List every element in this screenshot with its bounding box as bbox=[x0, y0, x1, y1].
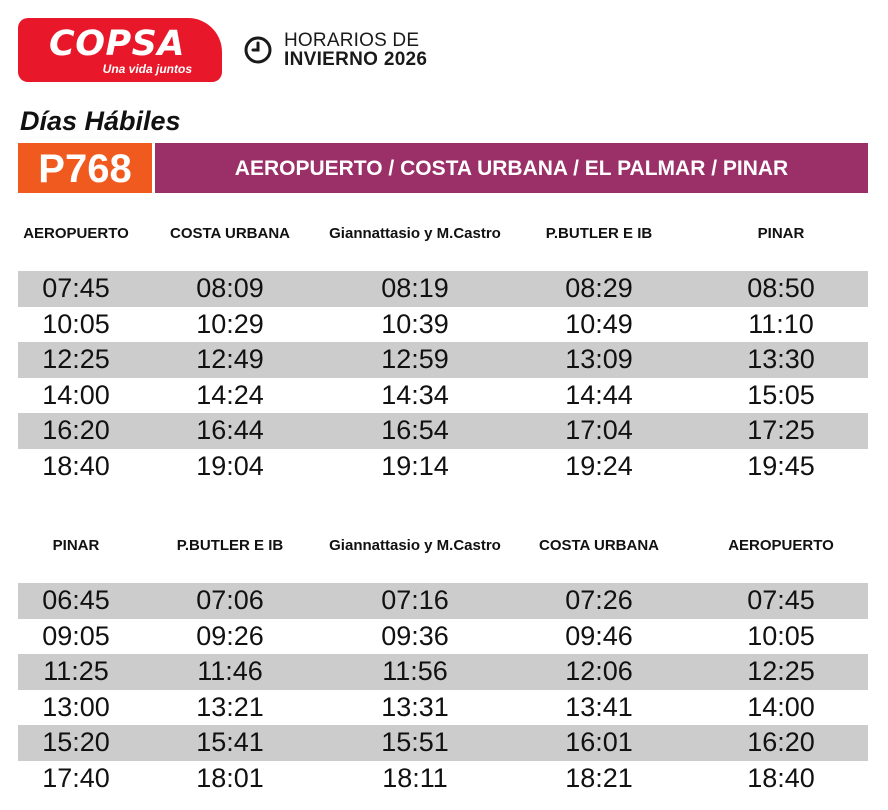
table-row bbox=[18, 378, 868, 414]
day-type-title: Días Hábiles bbox=[20, 106, 181, 136]
time-cell: 16:01 bbox=[565, 727, 633, 758]
time-cell: 10:39 bbox=[381, 308, 449, 339]
table-row bbox=[18, 342, 868, 378]
time-cell: 17:04 bbox=[565, 415, 633, 446]
time-cell: 07:16 bbox=[381, 585, 449, 616]
column-header: AEROPUERTO bbox=[728, 536, 834, 554]
time-cell: 08:19 bbox=[381, 273, 449, 304]
time-cell: 10:05 bbox=[42, 308, 110, 339]
copsa-logo bbox=[18, 18, 222, 82]
brand-tagline: Una vida juntos bbox=[102, 62, 192, 76]
time-cell: 11:25 bbox=[43, 656, 109, 687]
table-row bbox=[18, 271, 868, 307]
time-cell: 12:25 bbox=[747, 656, 815, 687]
time-cell: 09:46 bbox=[565, 620, 633, 651]
time-cell: 15:41 bbox=[196, 727, 264, 758]
time-cell: 18:11 bbox=[382, 762, 448, 793]
time-cell: 08:50 bbox=[747, 273, 815, 304]
time-cell: 08:29 bbox=[565, 273, 633, 304]
column-header: Giannattasio y M.Castro bbox=[329, 536, 501, 554]
time-cell: 10:49 bbox=[565, 308, 633, 339]
time-cell: 14:24 bbox=[196, 379, 264, 410]
time-cell: 14:34 bbox=[381, 379, 449, 410]
time-cell: 18:21 bbox=[565, 762, 633, 793]
time-cell: 16:54 bbox=[381, 415, 449, 446]
time-cell: 07:45 bbox=[42, 273, 110, 304]
column-header: COSTA URBANA bbox=[170, 224, 290, 242]
table-row bbox=[18, 583, 868, 619]
time-cell: 13:31 bbox=[381, 691, 449, 722]
route-name: AEROPUERTO / COSTA URBANA / EL PALMAR / PINAR bbox=[152, 143, 868, 193]
time-cell: 19:45 bbox=[747, 450, 815, 481]
route-bar bbox=[18, 143, 868, 193]
time-cell: 11:56 bbox=[382, 656, 448, 687]
time-cell: 15:51 bbox=[381, 727, 449, 758]
time-cell: 19:24 bbox=[565, 450, 633, 481]
time-cell: 08:09 bbox=[196, 273, 264, 304]
time-cell: 13:21 bbox=[196, 691, 264, 722]
time-cell: 15:05 bbox=[747, 379, 815, 410]
table-header bbox=[18, 534, 868, 556]
table-header bbox=[18, 222, 868, 244]
season-line-1: HORARIOS DE bbox=[284, 30, 420, 51]
season-line-2: INVIERNO 2026 bbox=[284, 49, 428, 70]
column-header: P.BUTLER E IB bbox=[545, 224, 653, 242]
time-cell: 07:45 bbox=[747, 585, 815, 616]
time-cell: 15:20 bbox=[42, 727, 110, 758]
table-row bbox=[18, 725, 868, 761]
time-cell: 16:20 bbox=[747, 727, 815, 758]
column-header: PINAR bbox=[757, 224, 805, 242]
table-row bbox=[18, 449, 868, 485]
route-code: P768 bbox=[18, 143, 152, 193]
clock-icon bbox=[244, 36, 272, 64]
time-cell: 18:40 bbox=[42, 450, 110, 481]
time-cell: 11:46 bbox=[197, 656, 263, 687]
table-row bbox=[18, 761, 868, 797]
time-cell: 13:00 bbox=[42, 691, 110, 722]
table-row bbox=[18, 654, 868, 690]
outbound-timetable bbox=[18, 222, 868, 484]
time-cell: 12:06 bbox=[565, 656, 633, 687]
column-header: Giannattasio y M.Castro bbox=[329, 224, 501, 242]
time-cell: 19:14 bbox=[381, 450, 449, 481]
time-cell: 14:00 bbox=[747, 691, 815, 722]
time-cell: 13:09 bbox=[565, 344, 633, 375]
time-cell: 14:44 bbox=[565, 379, 633, 410]
time-cell: 09:05 bbox=[42, 620, 110, 651]
time-cell: 06:45 bbox=[42, 585, 110, 616]
time-cell: 18:40 bbox=[747, 762, 815, 793]
time-cell: 09:36 bbox=[381, 620, 449, 651]
time-cell: 16:44 bbox=[196, 415, 264, 446]
column-header: P.BUTLER E IB bbox=[176, 536, 284, 554]
time-cell: 12:49 bbox=[196, 344, 264, 375]
time-cell: 09:26 bbox=[196, 620, 264, 651]
time-cell: 12:59 bbox=[381, 344, 449, 375]
table-row bbox=[18, 690, 868, 726]
time-cell: 17:40 bbox=[42, 762, 110, 793]
time-cell: 19:04 bbox=[196, 450, 264, 481]
time-cell: 13:41 bbox=[565, 691, 633, 722]
inbound-timetable bbox=[18, 534, 868, 796]
column-header: AEROPUERTO bbox=[23, 224, 129, 242]
time-cell: 11:10 bbox=[748, 308, 814, 339]
time-cell: 10:05 bbox=[747, 620, 815, 651]
column-header: PINAR bbox=[52, 536, 100, 554]
time-cell: 10:29 bbox=[196, 308, 264, 339]
time-cell: 07:26 bbox=[565, 585, 633, 616]
table-row bbox=[18, 619, 868, 655]
time-cell: 16:20 bbox=[42, 415, 110, 446]
time-cell: 12:25 bbox=[42, 344, 110, 375]
time-cell: 14:00 bbox=[42, 379, 110, 410]
table-row bbox=[18, 307, 868, 343]
time-cell: 17:25 bbox=[747, 415, 815, 446]
time-cell: 13:30 bbox=[747, 344, 815, 375]
time-cell: 07:06 bbox=[196, 585, 264, 616]
time-cell: 18:01 bbox=[196, 762, 264, 793]
season-label bbox=[284, 31, 427, 69]
table-row bbox=[18, 413, 868, 449]
brand-name: COPSA bbox=[49, 24, 185, 64]
column-header: COSTA URBANA bbox=[539, 536, 659, 554]
